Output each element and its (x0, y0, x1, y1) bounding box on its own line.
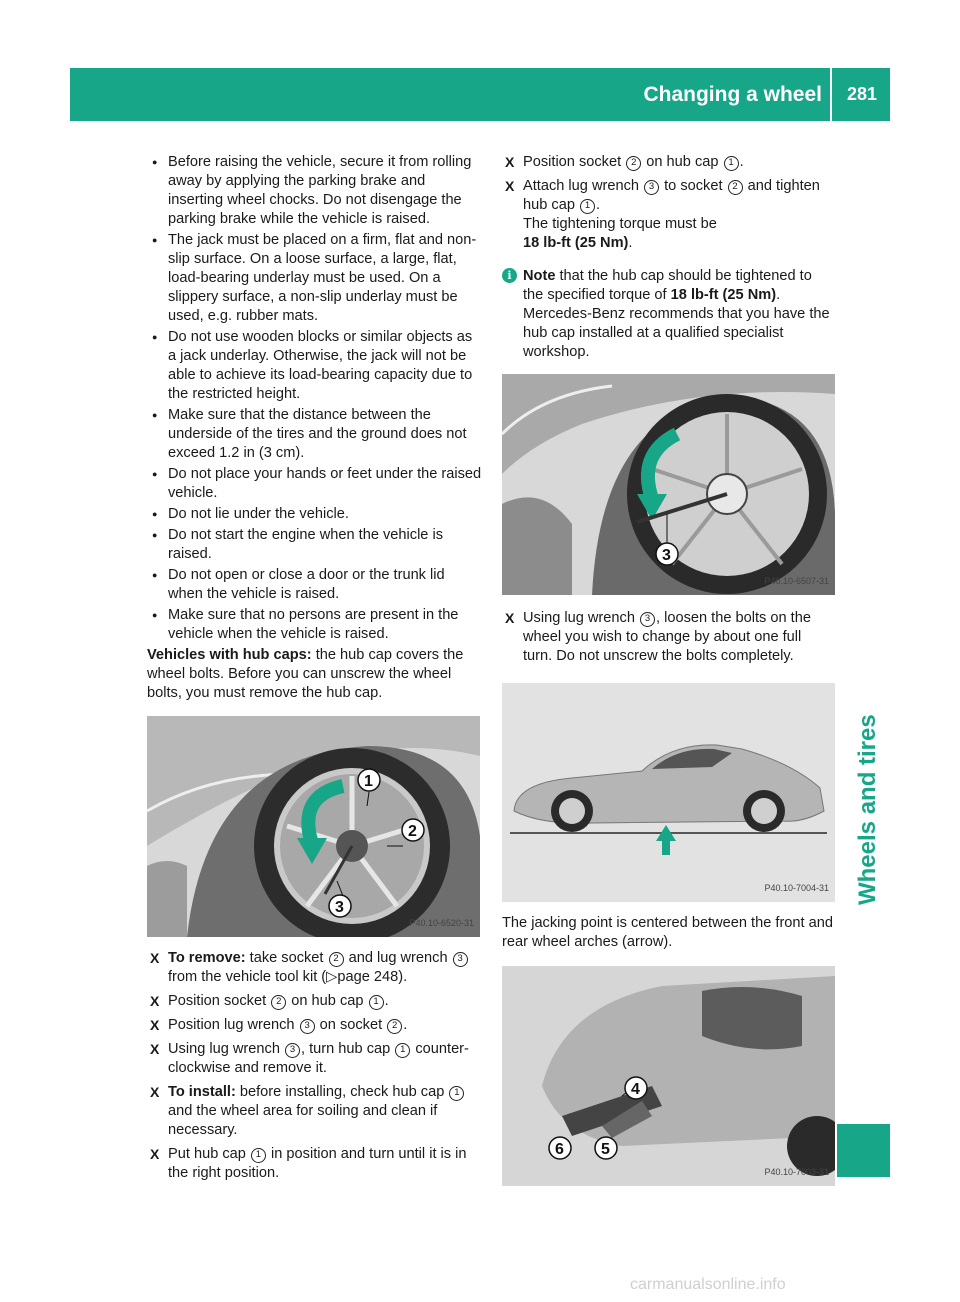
step-label: To remove: (168, 950, 246, 966)
figure-code: P40.10-7004-31 (764, 883, 829, 893)
callout-3: 3 (335, 899, 344, 916)
step-text: Attach lug wrench (523, 178, 644, 194)
page-reference-link[interactable]: page 248). (337, 969, 408, 985)
step-text: and lug wrench (344, 950, 452, 966)
step-loosen-bolts (502, 609, 834, 666)
car-side-illustration (502, 683, 835, 902)
callout-ref: 1 (449, 1086, 464, 1101)
step-text: on hub cap (287, 993, 368, 1009)
page-ref-arrow-icon: ▷ (326, 969, 338, 985)
step-text: to socket (660, 178, 727, 194)
safety-bullet: ● Do not use wooden blocks or similar objects as a jack underlay. Otherwise, the jack will not be able to achieve its load-bearing capacity due to the restricted height. (147, 328, 483, 404)
safety-bullet: ● Do not start the engine when the vehicle is raised. (147, 526, 483, 564)
header-divider (830, 68, 832, 121)
figure-jack-placement (502, 966, 835, 1186)
step-text: and the wheel area for soiling and clean if necessary. (168, 1103, 438, 1138)
step-text: Position socket (168, 993, 271, 1009)
torque-value: 18 lb-ft (25 Nm) (523, 235, 629, 251)
callout-ref: 3 (300, 1019, 315, 1034)
callout-1: 1 (364, 773, 373, 790)
safety-bullet: ● Make sure that the distance between the underside of the tires and the ground does not exceed 1.2 in (3 cm). (147, 406, 483, 463)
callout-6: 6 (555, 1141, 564, 1158)
note-text: . Mercedes-Benz recommends that you have the hub cap installed at a qualified specialist workshop. (523, 287, 830, 360)
figure-code: P40.10-6520-31 (409, 918, 474, 928)
lug-wrench-illustration (502, 374, 835, 595)
step-text: take socket (245, 950, 328, 966)
callout-ref: 1 (580, 199, 595, 214)
callout-ref: 2 (271, 995, 286, 1010)
note-text: that the hub cap should be tightened to the specified torque of (523, 268, 812, 303)
step-position-socket (147, 992, 483, 1011)
callout-ref: 3 (644, 180, 659, 195)
section-tab-label: Wheels and tires (854, 714, 881, 905)
figure-jacking-point (502, 683, 835, 902)
step-position-socket-right (502, 153, 834, 172)
step-text: . (596, 197, 601, 213)
jacking-caption: The jacking point is centered between the front and rear wheel arches (arrow). (502, 915, 834, 950)
callout-ref: 2 (329, 952, 344, 967)
step-attach-wrench (502, 177, 834, 253)
step-position-wrench (147, 1016, 483, 1035)
safety-bullet: ● Make sure that no persons are present in the vehicle when the vehicle is raised. (147, 606, 483, 644)
step-text: from the vehicle tool kit ( (168, 969, 327, 985)
step-text: . (384, 993, 389, 1009)
step-text: on socket (315, 1017, 387, 1033)
callout-ref: 3 (640, 612, 655, 627)
note-label: Note (523, 268, 556, 284)
step-text: counter-clockwise and remove it. (168, 1041, 469, 1076)
step-text: on hub cap (642, 154, 723, 170)
torque-text: The tightening torque must be (523, 216, 717, 232)
step-put-hubcap (147, 1145, 483, 1183)
step-text: , loosen the bolts on the wheel you wish to change by about one full turn. Do not unscrew the bolts completely. (523, 610, 811, 664)
step-turn-hubcap (147, 1040, 483, 1078)
hubcaps-text: the hub cap covers the wheel bolts. Before you can unscrew the wheel bolts, you must remove the hub cap. (147, 647, 464, 701)
step-install (147, 1083, 483, 1140)
step-text: Position lug wrench (168, 1017, 299, 1033)
page-number: 281 (846, 84, 878, 104)
step-text: before installing, check hub cap (235, 1084, 449, 1100)
section-tab-marker (837, 1124, 890, 1177)
step-text: Put hub cap (168, 1146, 250, 1162)
callout-ref: 1 (251, 1148, 266, 1163)
left-column (147, 153, 483, 1188)
step-text: in position and turn until it is in the right position. (168, 1146, 467, 1181)
safety-bullet: ● Do not place your hands or feet under the raised vehicle. (147, 465, 483, 503)
callout-ref: 2 (387, 1019, 402, 1034)
step-text: . (628, 235, 633, 251)
note-value: 18 lb-ft (25 Nm) (670, 287, 777, 303)
safety-bullet: ● Do not open or close a door or the trunk lid when the vehicle is raised. (147, 566, 483, 604)
step-text: , turn hub cap (301, 1041, 395, 1057)
step-remove (147, 949, 483, 987)
callout-3: 3 (662, 547, 671, 564)
step-text: Using lug wrench (523, 610, 639, 626)
step-label: To install: (168, 1084, 236, 1100)
hubcap-illustration (147, 716, 480, 937)
footer-watermark: carmanualsonline.info (630, 1276, 786, 1293)
step-text: . (739, 154, 744, 170)
callout-ref: 1 (369, 995, 384, 1010)
hubcaps-intro (147, 646, 483, 703)
info-icon: i (502, 268, 517, 283)
callout-4: 4 (631, 1081, 640, 1098)
callout-ref: 1 (724, 156, 739, 171)
safety-bullet: ● The jack must be placed on a firm, flat and non-slip surface. On a loose surface, a large, flat, load-bearing underlay must be used. On a slippery surface, a non-slip underlay must be used, e.g. rubber mats. (147, 231, 483, 326)
callout-ref: 2 (626, 156, 641, 171)
figure-code: P40.10-7003-31 (764, 1167, 829, 1177)
step-text: Using lug wrench (168, 1041, 284, 1057)
callout-2: 2 (408, 823, 417, 840)
step-text: and tighten hub cap (523, 178, 820, 213)
step-text: . (403, 1017, 408, 1033)
figure-lug-wrench (502, 374, 835, 595)
page-title: Changing a wheel (643, 83, 822, 106)
callout-5: 5 (601, 1141, 610, 1158)
callout-ref: 2 (728, 180, 743, 195)
safety-bullet: ● Do not lie under the vehicle. (147, 505, 483, 524)
right-column (502, 153, 834, 1186)
callout-ref: 3 (285, 1043, 300, 1058)
figure-hubcap-removal (147, 716, 480, 937)
hubcaps-label: Vehicles with hub caps: (147, 647, 312, 663)
step-text: Position socket (523, 154, 626, 170)
safety-bullet: ● Before raising the vehicle, secure it from rolling away by applying the parking brake and inserting wheel chocks. Do not disengage the parking brake while the vehicle is raised. (147, 153, 483, 229)
callout-ref: 1 (395, 1043, 410, 1058)
note-block (502, 267, 834, 362)
callout-ref: 3 (453, 952, 468, 967)
jack-illustration (502, 966, 835, 1186)
figure-code: P40.10-6507-31 (764, 576, 829, 586)
